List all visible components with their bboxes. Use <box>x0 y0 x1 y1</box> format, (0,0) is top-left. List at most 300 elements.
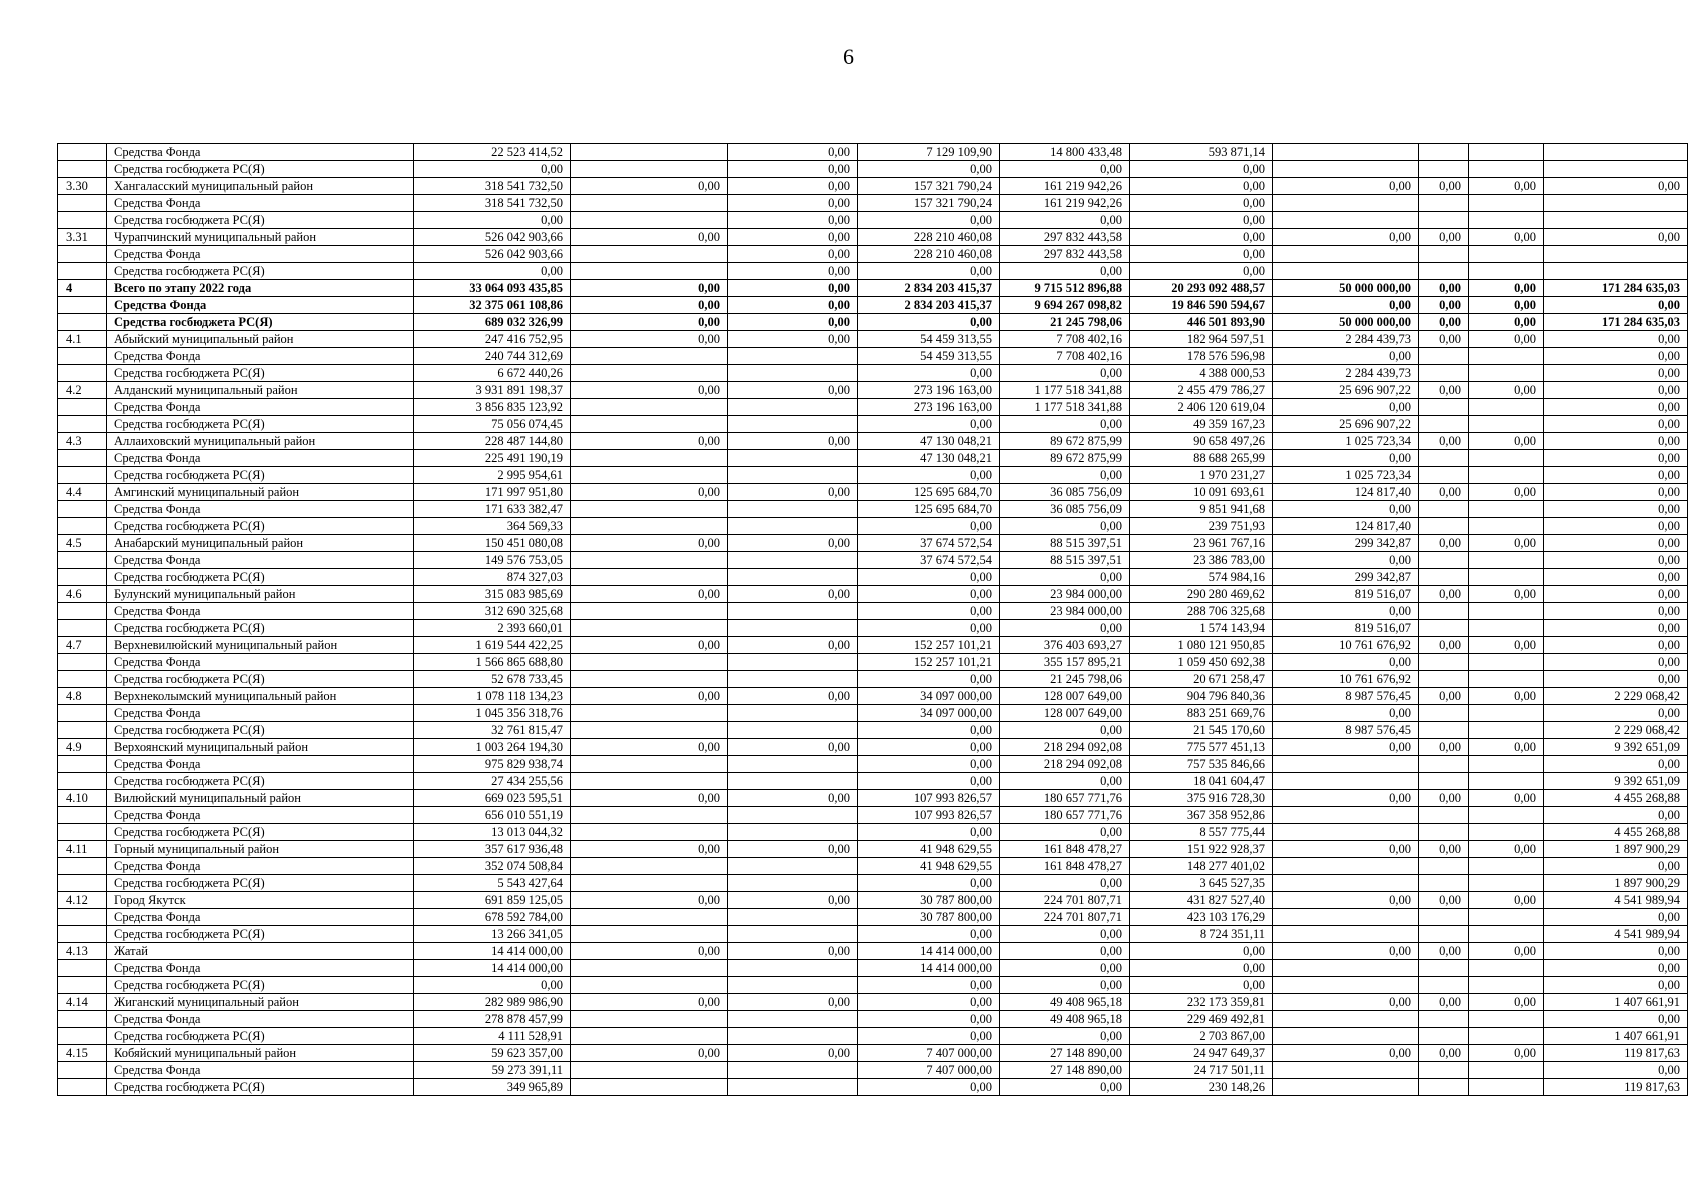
amount-cell: 0,00 <box>728 841 858 858</box>
amount-cell <box>1469 875 1544 892</box>
amount-cell: 0,00 <box>1419 382 1469 399</box>
amount-cell: 656 010 551,19 <box>414 807 571 824</box>
amount-cell: 0,00 <box>1000 773 1130 790</box>
table-row <box>58 654 1688 671</box>
amount-cell: 0,00 <box>1544 654 1688 671</box>
amount-cell: 0,00 <box>1544 909 1688 926</box>
table-row <box>58 909 1688 926</box>
table-body <box>58 144 1688 1096</box>
table-row <box>58 841 1688 858</box>
table-row <box>58 756 1688 773</box>
row-label-cell: Вилюйский муниципальный район <box>107 790 414 807</box>
amount-cell <box>728 705 858 722</box>
row-label-cell: Средства госбюджета РС(Я) <box>107 1079 414 1096</box>
amount-cell: 0,00 <box>414 212 571 229</box>
row-label-cell: Верхнеколымский муниципальный район <box>107 688 414 705</box>
row-label-cell: Средства Фонда <box>107 144 414 161</box>
amount-cell: 157 321 790,24 <box>858 178 1000 195</box>
amount-cell <box>571 1062 728 1079</box>
page-number: 6 <box>843 44 854 69</box>
amount-cell <box>571 569 728 586</box>
table-row <box>58 790 1688 807</box>
amount-cell: 0,00 <box>1469 586 1544 603</box>
amount-cell <box>571 603 728 620</box>
amount-cell <box>1273 807 1419 824</box>
amount-cell <box>728 1028 858 1045</box>
amount-cell: 8 557 775,44 <box>1130 824 1273 841</box>
amount-cell <box>1273 161 1419 178</box>
row-number-cell: 4.5 <box>58 535 107 552</box>
amount-cell <box>1419 1062 1469 1079</box>
amount-cell: 0,00 <box>1419 535 1469 552</box>
table-row <box>58 824 1688 841</box>
row-number-cell <box>58 926 107 943</box>
amount-cell <box>1544 263 1688 280</box>
row-number-cell <box>58 263 107 280</box>
table-row <box>58 739 1688 756</box>
amount-cell: 669 023 595,51 <box>414 790 571 807</box>
amount-cell: 0,00 <box>571 314 728 331</box>
amount-cell: 0,00 <box>1000 365 1130 382</box>
amount-cell <box>571 263 728 280</box>
row-label-cell: Кобяйский муниципальный район <box>107 1045 414 1062</box>
amount-cell <box>1273 144 1419 161</box>
row-number-cell <box>58 365 107 382</box>
amount-cell: 446 501 893,90 <box>1130 314 1273 331</box>
amount-cell <box>1469 773 1544 790</box>
amount-cell <box>728 416 858 433</box>
amount-cell: 975 829 938,74 <box>414 756 571 773</box>
amount-cell: 0,00 <box>728 535 858 552</box>
amount-cell <box>1469 569 1544 586</box>
row-number-cell <box>58 501 107 518</box>
row-number-cell <box>58 552 107 569</box>
amount-cell <box>1469 824 1544 841</box>
amount-cell <box>1419 977 1469 994</box>
row-label-cell: Средства госбюджета РС(Я) <box>107 620 414 637</box>
amount-cell: 149 576 753,05 <box>414 552 571 569</box>
amount-cell: 0,00 <box>1544 977 1688 994</box>
amount-cell <box>1419 569 1469 586</box>
row-label-cell: Булунский муниципальный район <box>107 586 414 603</box>
amount-cell: 0,00 <box>858 671 1000 688</box>
amount-cell: 1 177 518 341,88 <box>1000 382 1130 399</box>
amount-cell: 0,00 <box>1000 161 1130 178</box>
amount-cell: 148 277 401,02 <box>1130 858 1273 875</box>
budget-table <box>57 143 1688 1096</box>
row-number-cell: 4.14 <box>58 994 107 1011</box>
amount-cell: 128 007 649,00 <box>1000 705 1130 722</box>
amount-cell: 4 541 989,94 <box>1544 892 1688 909</box>
amount-cell <box>1544 246 1688 263</box>
amount-cell: 247 416 752,95 <box>414 331 571 348</box>
amount-cell <box>571 552 728 569</box>
row-label-cell: Чурапчинский муниципальный район <box>107 229 414 246</box>
amount-cell: 7 407 000,00 <box>858 1045 1000 1062</box>
amount-cell <box>1419 960 1469 977</box>
amount-cell: 1 025 723,34 <box>1273 433 1419 450</box>
amount-cell <box>1273 875 1419 892</box>
amount-cell <box>571 195 728 212</box>
amount-cell: 0,00 <box>858 926 1000 943</box>
table-row <box>58 501 1688 518</box>
amount-cell <box>1469 960 1544 977</box>
table-row <box>58 365 1688 382</box>
amount-cell: 874 327,03 <box>414 569 571 586</box>
amount-cell <box>1273 263 1419 280</box>
amount-cell: 228 487 144,80 <box>414 433 571 450</box>
amount-cell: 1 897 900,29 <box>1544 841 1688 858</box>
row-label-cell: Средства Фонда <box>107 399 414 416</box>
amount-cell <box>1469 807 1544 824</box>
amount-cell: 32 761 815,47 <box>414 722 571 739</box>
amount-cell: 0,00 <box>1544 518 1688 535</box>
amount-cell: 0,00 <box>1544 671 1688 688</box>
amount-cell: 89 672 875,99 <box>1000 450 1130 467</box>
amount-cell: 107 993 826,57 <box>858 807 1000 824</box>
row-number-cell <box>58 518 107 535</box>
amount-cell: 0,00 <box>1544 297 1688 314</box>
amount-cell: 352 074 508,84 <box>414 858 571 875</box>
amount-cell: 0,00 <box>1419 433 1469 450</box>
amount-cell <box>1419 807 1469 824</box>
amount-cell: 0,00 <box>1544 807 1688 824</box>
amount-cell: 0,00 <box>571 892 728 909</box>
row-label-cell: Средства Фонда <box>107 246 414 263</box>
amount-cell <box>1419 654 1469 671</box>
row-label-cell: Горный муниципальный район <box>107 841 414 858</box>
table-row <box>58 518 1688 535</box>
row-number-cell <box>58 161 107 178</box>
amount-cell: 0,00 <box>728 433 858 450</box>
row-number-cell <box>58 348 107 365</box>
table-row <box>58 331 1688 348</box>
amount-cell: 299 342,87 <box>1273 569 1419 586</box>
amount-cell: 7 129 109,90 <box>858 144 1000 161</box>
amount-cell <box>1419 144 1469 161</box>
amount-cell: 2 406 120 619,04 <box>1130 399 1273 416</box>
amount-cell: 689 032 326,99 <box>414 314 571 331</box>
amount-cell <box>571 1079 728 1096</box>
amount-cell: 0,00 <box>1469 535 1544 552</box>
amount-cell <box>1419 246 1469 263</box>
row-number-cell: 3.30 <box>58 178 107 195</box>
amount-cell: 36 085 756,09 <box>1000 484 1130 501</box>
amount-cell: 1 003 264 194,30 <box>414 739 571 756</box>
row-label-cell: Средства госбюджета РС(Я) <box>107 1028 414 1045</box>
amount-cell: 230 148,26 <box>1130 1079 1273 1096</box>
amount-cell <box>1419 773 1469 790</box>
amount-cell: 9 851 941,68 <box>1130 501 1273 518</box>
amount-cell: 315 083 985,69 <box>414 586 571 603</box>
amount-cell <box>1419 416 1469 433</box>
amount-cell <box>1469 977 1544 994</box>
amount-cell: 0,00 <box>1130 178 1273 195</box>
amount-cell: 0,00 <box>728 1045 858 1062</box>
row-number-cell <box>58 450 107 467</box>
row-number-cell <box>58 705 107 722</box>
amount-cell: 1 080 121 950,85 <box>1130 637 1273 654</box>
table-row <box>58 433 1688 450</box>
amount-cell: 757 535 846,66 <box>1130 756 1273 773</box>
amount-cell: 0,00 <box>1469 331 1544 348</box>
amount-cell: 375 916 728,30 <box>1130 790 1273 807</box>
amount-cell <box>1419 365 1469 382</box>
row-label-cell: Средства Фонда <box>107 1011 414 1028</box>
amount-cell: 278 878 457,99 <box>414 1011 571 1028</box>
amount-cell: 312 690 325,68 <box>414 603 571 620</box>
amount-cell <box>571 960 728 977</box>
amount-cell: 0,00 <box>858 1028 1000 1045</box>
amount-cell: 0,00 <box>1544 331 1688 348</box>
amount-cell: 150 451 080,08 <box>414 535 571 552</box>
amount-cell: 0,00 <box>728 331 858 348</box>
amount-cell: 0,00 <box>1544 467 1688 484</box>
row-label-cell: Средства госбюджета РС(Я) <box>107 875 414 892</box>
row-number-cell <box>58 212 107 229</box>
row-number-cell <box>58 960 107 977</box>
row-number-cell: 4.3 <box>58 433 107 450</box>
amount-cell <box>1419 195 1469 212</box>
amount-cell: 0,00 <box>1419 790 1469 807</box>
row-label-cell: Средства Фонда <box>107 654 414 671</box>
amount-cell: 0,00 <box>1544 1062 1688 1079</box>
amount-cell: 23 386 783,00 <box>1130 552 1273 569</box>
amount-cell: 10 761 676,92 <box>1273 637 1419 654</box>
amount-cell <box>1469 722 1544 739</box>
amount-cell: 0,00 <box>1419 841 1469 858</box>
amount-cell <box>1469 399 1544 416</box>
amount-cell: 21 545 170,60 <box>1130 722 1273 739</box>
amount-cell <box>571 705 728 722</box>
row-label-cell: Средства госбюджета РС(Я) <box>107 773 414 790</box>
amount-cell: 2 834 203 415,37 <box>858 280 1000 297</box>
row-label-cell: Алданский муниципальный район <box>107 382 414 399</box>
amount-cell: 8 724 351,11 <box>1130 926 1273 943</box>
table-row <box>58 1079 1688 1096</box>
amount-cell: 50 000 000,00 <box>1273 314 1419 331</box>
amount-cell: 23 984 000,00 <box>1000 603 1130 620</box>
amount-cell: 119 817,63 <box>1544 1079 1688 1096</box>
amount-cell: 0,00 <box>1469 637 1544 654</box>
amount-cell: 9 392 651,09 <box>1544 739 1688 756</box>
amount-cell: 0,00 <box>1130 977 1273 994</box>
row-number-cell <box>58 807 107 824</box>
amount-cell <box>571 824 728 841</box>
amount-cell: 21 245 798,06 <box>1000 671 1130 688</box>
amount-cell: 0,00 <box>1469 739 1544 756</box>
amount-cell: 0,00 <box>1544 960 1688 977</box>
amount-cell: 161 219 942,26 <box>1000 178 1130 195</box>
amount-cell: 0,00 <box>1419 586 1469 603</box>
amount-cell: 0,00 <box>1000 1079 1130 1096</box>
amount-cell: 0,00 <box>1544 1011 1688 1028</box>
amount-cell: 0,00 <box>728 229 858 246</box>
amount-cell: 318 541 732,50 <box>414 178 571 195</box>
row-label-cell: Средства Фонда <box>107 195 414 212</box>
amount-cell: 775 577 451,13 <box>1130 739 1273 756</box>
amount-cell: 30 787 800,00 <box>858 892 1000 909</box>
amount-cell: 2 703 867,00 <box>1130 1028 1273 1045</box>
amount-cell: 157 321 790,24 <box>858 195 1000 212</box>
amount-cell: 2 834 203 415,37 <box>858 297 1000 314</box>
amount-cell: 0,00 <box>1419 178 1469 195</box>
amount-cell: 3 645 527,35 <box>1130 875 1273 892</box>
amount-cell: 161 848 478,27 <box>1000 841 1130 858</box>
amount-cell <box>1419 348 1469 365</box>
amount-cell: 0,00 <box>1544 365 1688 382</box>
table-row <box>58 314 1688 331</box>
amount-cell: 0,00 <box>858 586 1000 603</box>
amount-cell: 41 948 629,55 <box>858 858 1000 875</box>
row-label-cell: Средства Фонда <box>107 756 414 773</box>
amount-cell <box>571 977 728 994</box>
amount-cell <box>728 671 858 688</box>
amount-cell <box>1469 603 1544 620</box>
amount-cell: 0,00 <box>1130 263 1273 280</box>
row-number-cell: 4.7 <box>58 637 107 654</box>
amount-cell: 0,00 <box>858 603 1000 620</box>
amount-cell: 0,00 <box>414 977 571 994</box>
amount-cell: 0,00 <box>571 994 728 1011</box>
amount-cell: 225 491 190,19 <box>414 450 571 467</box>
amount-cell: 0,00 <box>1419 314 1469 331</box>
amount-cell <box>571 212 728 229</box>
row-label-cell: Средства Фонда <box>107 909 414 926</box>
row-label-cell: Средства госбюджета РС(Я) <box>107 518 414 535</box>
amount-cell <box>728 467 858 484</box>
amount-cell: 0,00 <box>1273 399 1419 416</box>
table-row <box>58 1028 1688 1045</box>
amount-cell: 0,00 <box>1544 637 1688 654</box>
amount-cell: 0,00 <box>728 892 858 909</box>
amount-cell: 0,00 <box>1130 195 1273 212</box>
amount-cell: 182 964 597,51 <box>1130 331 1273 348</box>
table-row <box>58 144 1688 161</box>
row-number-cell <box>58 314 107 331</box>
amount-cell: 9 392 651,09 <box>1544 773 1688 790</box>
amount-cell: 88 515 397,51 <box>1000 535 1130 552</box>
amount-cell: 1 566 865 688,80 <box>414 654 571 671</box>
amount-cell <box>728 960 858 977</box>
amount-cell <box>728 365 858 382</box>
row-number-cell <box>58 654 107 671</box>
amount-cell: 2 229 068,42 <box>1544 722 1688 739</box>
amount-cell <box>1273 960 1419 977</box>
amount-cell: 0,00 <box>1469 943 1544 960</box>
amount-cell: 27 434 255,56 <box>414 773 571 790</box>
amount-cell: 0,00 <box>1544 858 1688 875</box>
amount-cell: 128 007 649,00 <box>1000 688 1130 705</box>
amount-cell: 2 455 479 786,27 <box>1130 382 1273 399</box>
amount-cell: 0,00 <box>1469 1045 1544 1062</box>
amount-cell: 0,00 <box>1544 433 1688 450</box>
table-row <box>58 892 1688 909</box>
amount-cell: 0,00 <box>858 1079 1000 1096</box>
table-row <box>58 178 1688 195</box>
amount-cell: 297 832 443,58 <box>1000 246 1130 263</box>
amount-cell <box>571 875 728 892</box>
amount-cell <box>728 654 858 671</box>
amount-cell: 8 987 576,45 <box>1273 722 1419 739</box>
amount-cell: 180 657 771,76 <box>1000 807 1130 824</box>
amount-cell: 0,00 <box>1419 994 1469 1011</box>
amount-cell <box>728 1079 858 1096</box>
amount-cell: 0,00 <box>571 297 728 314</box>
amount-cell: 0,00 <box>728 790 858 807</box>
amount-cell: 0,00 <box>414 263 571 280</box>
amount-cell <box>1469 518 1544 535</box>
amount-cell <box>1273 824 1419 841</box>
amount-cell: 299 342,87 <box>1273 535 1419 552</box>
amount-cell: 88 688 265,99 <box>1130 450 1273 467</box>
row-number-cell <box>58 416 107 433</box>
amount-cell <box>728 399 858 416</box>
amount-cell: 0,00 <box>1273 450 1419 467</box>
amount-cell: 0,00 <box>1000 569 1130 586</box>
amount-cell <box>1469 144 1544 161</box>
amount-cell: 50 000 000,00 <box>1273 280 1419 297</box>
amount-cell <box>1273 195 1419 212</box>
amount-cell: 273 196 163,00 <box>858 382 1000 399</box>
amount-cell: 0,00 <box>1544 620 1688 637</box>
table-row <box>58 994 1688 1011</box>
amount-cell <box>571 161 728 178</box>
amount-cell: 0,00 <box>1273 178 1419 195</box>
amount-cell <box>728 552 858 569</box>
row-label-cell: Средства Фонда <box>107 552 414 569</box>
amount-cell: 0,00 <box>571 586 728 603</box>
amount-cell: 0,00 <box>1544 535 1688 552</box>
amount-cell: 20 293 092 488,57 <box>1130 280 1273 297</box>
row-label-cell: Средства госбюджета РС(Я) <box>107 212 414 229</box>
amount-cell: 25 696 907,22 <box>1273 382 1419 399</box>
row-number-cell: 4.13 <box>58 943 107 960</box>
amount-cell <box>571 501 728 518</box>
amount-cell: 1 407 661,91 <box>1544 994 1688 1011</box>
amount-cell: 34 097 000,00 <box>858 705 1000 722</box>
row-label-cell: Средства госбюджета РС(Я) <box>107 365 414 382</box>
amount-cell <box>1469 756 1544 773</box>
amount-cell: 0,00 <box>728 246 858 263</box>
amount-cell <box>1419 450 1469 467</box>
amount-cell: 161 848 478,27 <box>1000 858 1130 875</box>
amount-cell <box>1469 467 1544 484</box>
row-number-cell: 4.12 <box>58 892 107 909</box>
amount-cell: 0,00 <box>1000 824 1130 841</box>
amount-cell <box>1544 212 1688 229</box>
amount-cell: 180 657 771,76 <box>1000 790 1130 807</box>
amount-cell <box>1419 263 1469 280</box>
amount-cell: 54 459 313,55 <box>858 348 1000 365</box>
amount-cell <box>1469 246 1544 263</box>
amount-cell: 0,00 <box>571 178 728 195</box>
table-row <box>58 943 1688 960</box>
amount-cell: 0,00 <box>1130 960 1273 977</box>
amount-cell: 0,00 <box>858 212 1000 229</box>
amount-cell: 0,00 <box>1000 620 1130 637</box>
table-row <box>58 195 1688 212</box>
amount-cell <box>1469 705 1544 722</box>
amount-cell: 0,00 <box>571 841 728 858</box>
table-row <box>58 1062 1688 1079</box>
amount-cell: 0,00 <box>1130 212 1273 229</box>
amount-cell <box>1469 161 1544 178</box>
amount-cell: 0,00 <box>1419 943 1469 960</box>
amount-cell: 124 817,40 <box>1273 518 1419 535</box>
amount-cell: 27 148 890,00 <box>1000 1062 1130 1079</box>
amount-cell: 0,00 <box>1273 790 1419 807</box>
